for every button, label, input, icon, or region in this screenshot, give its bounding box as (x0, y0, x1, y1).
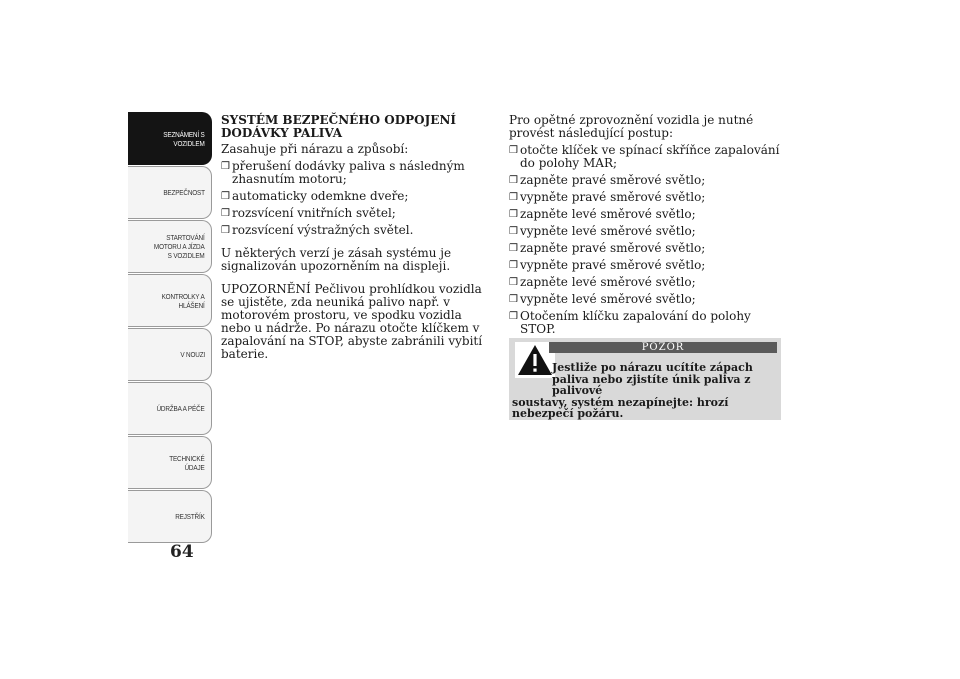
tab-label: STARTOVÁNÍ MOTORU A JÍZDA S VOZIDLEM (154, 233, 205, 260)
tab-seznameni[interactable] (128, 112, 212, 165)
warning-title: POZOR (549, 342, 777, 353)
warning-box (509, 338, 781, 420)
tab-label: TECHNICKÉ ÚDAJE (169, 453, 205, 472)
list-item: ❒ zapněte pravé směrové světlo; (509, 174, 781, 187)
warning-text (509, 362, 774, 420)
tab-label: V NOUZI (180, 350, 205, 359)
warning-text-rest: soustavy, systém nezapínejte: hrozí nebezpečí požáru. (512, 395, 729, 420)
tab-label: BEZPEČNOST (163, 188, 205, 197)
paragraph-display: U některých verzí je zásah systému je signalizován upozorněním na displeji. (221, 246, 452, 273)
warning-text-indented: Jestliže po nárazu ucítíte zápach paliva nebo zjistíte únik paliva z palivové (552, 361, 753, 397)
list-item: ❒ zapněte pravé směrové světlo; (509, 242, 781, 255)
left-column (221, 114, 491, 365)
tab-kontrolky[interactable] (128, 274, 212, 327)
list-item: ❒ rozsvícení výstražných světel. (221, 224, 491, 237)
list-item: ❒ Otočením klíčku zapalování do polohy STOP. (509, 310, 781, 336)
list-item: ❒ rozsvícení vnitřních světel; (221, 207, 491, 220)
procedure-intro: Pro opětné zprovoznění vozidla je nutné provést následující postup: (509, 113, 754, 140)
tab-technicke[interactable] (128, 436, 212, 489)
tab-udrzba[interactable] (128, 382, 212, 435)
section-heading: SYSTÉM BEZPEČNÉHO ODPOJENÍ DODÁVKY PALIVA (221, 113, 457, 140)
tab-v-nouzi[interactable] (128, 328, 212, 381)
list-item: ❒ zapněte levé směrové světlo; (509, 276, 781, 289)
right-column (509, 114, 781, 343)
procedure-list (509, 144, 781, 336)
tab-label: SEZNÁMENÍ S VOZIDLEM (163, 129, 205, 148)
page-number: 64 (170, 542, 194, 562)
intro-text: Zasahuje při nárazu a způsobí: (221, 142, 409, 156)
chapter-tabs (128, 112, 212, 544)
list-item: ❒ zapněte levé směrové světlo; (509, 208, 781, 221)
paragraph-notice: UPOZORNĚNÍ Pečlivou prohlídkou vozidla se ujistěte, zda neuniká palivo např. v motorovém prostoru, ve spodku vozidla nebo u nádrže. Po nárazu otočte klíčkem v zapalování na STOP, abyste zabránili vybití baterie. (221, 282, 483, 361)
tab-label: REJSTŘÍK (175, 512, 205, 521)
tab-label: ÚDRŽBA A PÉČE (156, 404, 205, 413)
list-item: ❒ automaticky odemkne dveře; (221, 190, 491, 203)
tab-startovani[interactable] (128, 220, 212, 273)
list-item: ❒ přerušení dodávky paliva s následným zhasnutím motoru; (221, 160, 491, 186)
list-item: ❒ otočte klíček ve spínací skříňce zapalování do polohy MAR; (509, 144, 781, 170)
tab-rejstrik[interactable] (128, 490, 212, 543)
list-item: ❒ vypněte levé směrové světlo; (509, 225, 781, 238)
list-item: ❒ vypněte levé směrové světlo; (509, 293, 781, 306)
tab-bezpecnost[interactable] (128, 166, 212, 219)
tab-label: KONTROLKY A HLÁŠENÍ (161, 291, 205, 310)
list-item: ❒ vypněte pravé směrové světlo; (509, 191, 781, 204)
list-item: ❒ vypněte pravé směrové světlo; (509, 259, 781, 272)
effects-list (221, 160, 491, 237)
